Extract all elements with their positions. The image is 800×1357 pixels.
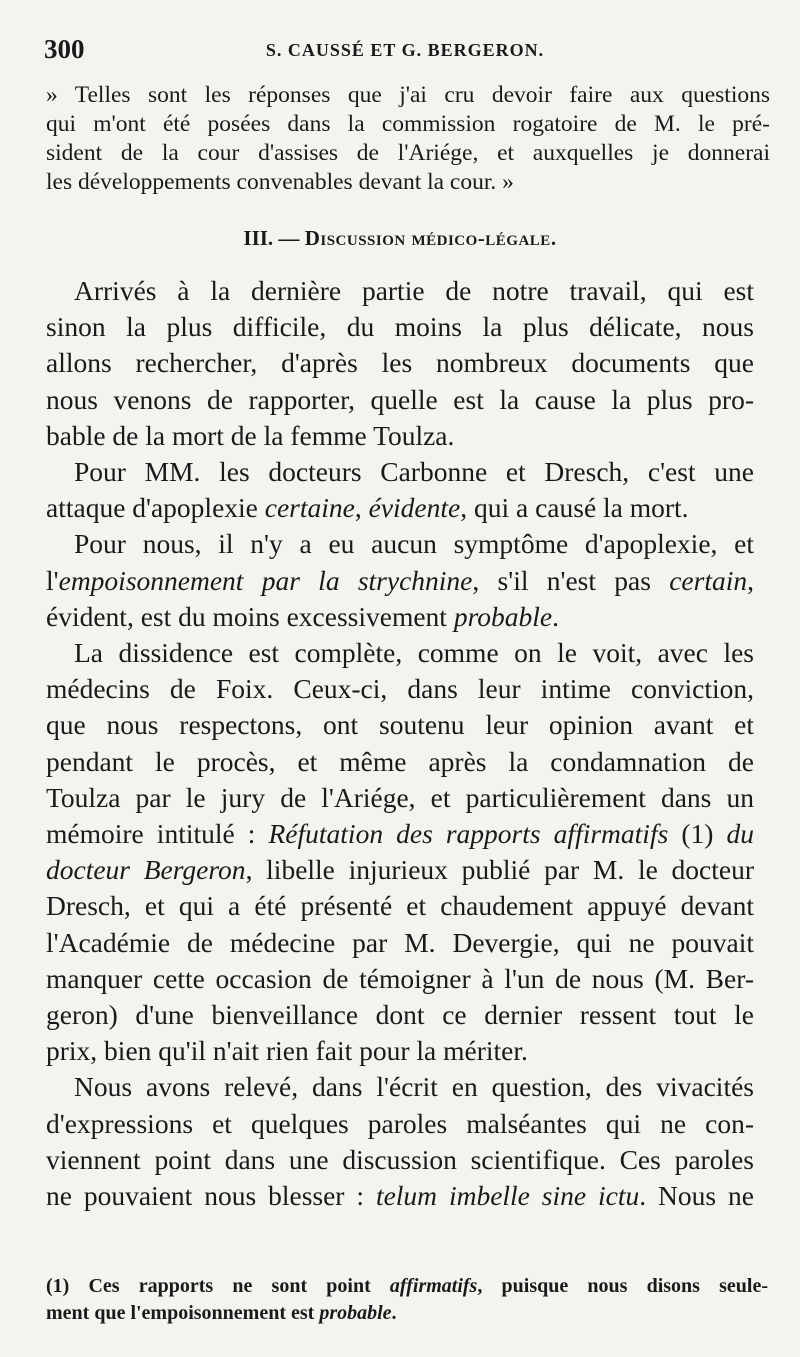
section-title: Discussion médico-légale.: [304, 226, 557, 250]
text-line: ne pouvaient nous blesser : telum imbelle sine ictu. Nous ne: [46, 1180, 754, 1212]
text-line: bable de la mort de la femme Toulza.: [46, 419, 455, 451]
text-line: Toulza par le jury de l'Ariége, et particulièrement dans un: [46, 781, 754, 813]
text-line: évident, est du moins excessivement probable.: [46, 600, 559, 632]
text-line: manquer cette occasion de témoigner à l'un de nous (M. Ber-: [46, 962, 754, 994]
page-number: 300: [44, 34, 85, 64]
section-heading: [0, 226, 800, 251]
text-line: viennent point dans une discussion scientifique. Ces paroles: [46, 1143, 754, 1175]
text-line: médecins de Foix. Ceux-ci, dans leur intime conviction,: [46, 673, 754, 705]
text-line: nous venons de rapporter, quelle est la cause la plus pro-: [46, 383, 754, 415]
text-line: que nous respectons, ont soutenu leur opinion avant et: [46, 709, 754, 741]
footnote: [46, 1273, 768, 1327]
text-line: l'empoisonnement par la strychnine, s'il n'est pas certain,: [46, 564, 754, 596]
text-line: Pour nous, il n'y a eu aucun symptôme d'apoplexie, et: [74, 528, 754, 560]
body-text: [46, 273, 754, 1214]
text-line: d'expressions et quelques paroles malséantes qui ne con-: [46, 1107, 754, 1139]
quote-line: » Telles sont les réponses que j'ai cru devoir faire aux questions: [46, 82, 770, 108]
text-line: geron) d'une bienveillance dont ce dernier ressent tout le: [46, 999, 754, 1031]
quote-line: sident de la cour d'assises de l'Ariége, et auxquelles je donnerai: [46, 140, 770, 166]
page-header: [44, 30, 766, 70]
quote-line: les développements convenables devant la cour. »: [46, 169, 514, 195]
text-line: docteur Bergeron, libelle injurieux publié par M. le docteur: [46, 854, 755, 886]
closing-quotation: [46, 81, 770, 197]
text-line: l'Académie de médecine par M. Devergie, qui ne pouvait: [46, 926, 754, 958]
footnote-line: (1) Ces rapports ne sont point affirmatifs, puisque nous disons seule-: [46, 1275, 769, 1297]
running-head: S. CAUSSÉ ET G. BERGERON.: [265, 40, 545, 60]
text-line: La dissidence est complète, comme on le voit, avec les: [74, 637, 754, 669]
text-line: prix, bien qu'il n'ait rien fait pour la mériter.: [46, 1035, 528, 1067]
section-number: III. —: [243, 226, 300, 250]
text-line: Dresch, et qui a été présenté et chaudement appuyé devant: [46, 890, 754, 922]
text-line: allons rechercher, d'après les nombreux documents que: [46, 347, 754, 379]
footnote-line: ment que l'empoisonnement est probable.: [46, 1302, 397, 1324]
text-line: Arrivés à la dernière partie de notre travail, qui est: [74, 275, 754, 306]
text-line: pendant le procès, et même après la condamnation de: [46, 745, 754, 777]
text-line: mémoire intitulé : Réfutation des rapports affirmatifs (1) du: [46, 818, 754, 850]
text-line: attaque d'apoplexie certaine, évidente, qui a causé la mort.: [46, 492, 689, 524]
text-line: sinon la plus difficile, du moins la plus délicate, nous: [46, 311, 754, 343]
text-line: Pour MM. les docteurs Carbonne et Dresch, c'est une: [74, 456, 754, 488]
text-line: Nous avons relevé, dans l'écrit en question, des vivacités: [74, 1071, 754, 1103]
quote-line: qui m'ont été posées dans la commission rogatoire de M. le pré-: [46, 111, 770, 137]
